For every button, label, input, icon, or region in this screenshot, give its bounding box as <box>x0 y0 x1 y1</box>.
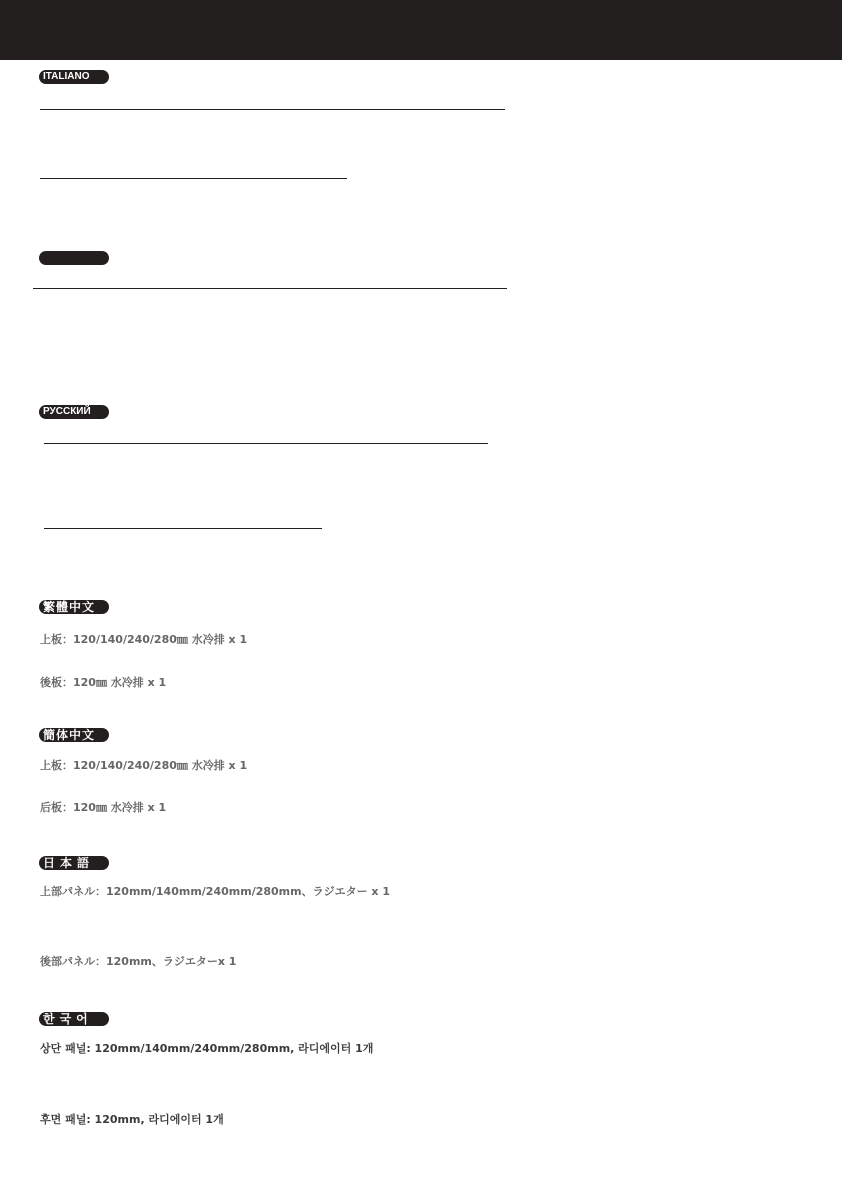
korean-top-panel-text: 상단 패널: 120mm/140mm/240mm/280mm, 라디에이터 1개 <box>40 1042 374 1055</box>
simp-chinese-top-panel-text: 上板：120/140/240/280㎜ 水冷排 x 1 <box>40 759 248 772</box>
header-bar <box>0 0 842 60</box>
language-badge-russian: РУССКИЙ <box>39 405 109 419</box>
russian-top-rule <box>44 443 488 444</box>
trad-chinese-top-panel-text: 上板：120/140/240/280㎜ 水冷排 x 1 <box>40 633 248 646</box>
blank-section-rule <box>33 288 507 289</box>
italiano-rear-rule <box>40 178 347 179</box>
russian-rear-rule <box>44 528 322 529</box>
language-badge-blank <box>39 251 109 265</box>
korean-rear-panel-text: 후면 패널: 120mm, 라디에이터 1개 <box>40 1113 224 1126</box>
language-badge-simp-chinese: 簡体中文 <box>39 728 109 742</box>
japanese-top-panel-text: 上部パネル：120mm/140mm/240mm/280mm、ラジエター x 1 <box>40 885 391 898</box>
language-badge-trad-chinese: 繁體中文 <box>39 600 109 614</box>
simp-chinese-rear-panel-text: 后板：120㎜ 水冷排 x 1 <box>40 801 167 814</box>
japanese-rear-panel-text: 後部パネル：120mm、ラジエターx 1 <box>40 955 237 968</box>
trad-chinese-rear-panel-text: 後板：120㎜ 水冷排 x 1 <box>40 676 167 689</box>
language-badge-japanese: 日本語 <box>39 856 109 870</box>
italiano-top-rule <box>40 109 505 110</box>
language-badge-korean: 한국어 <box>39 1012 109 1026</box>
language-badge-italiano: ITALIANO <box>39 70 109 84</box>
